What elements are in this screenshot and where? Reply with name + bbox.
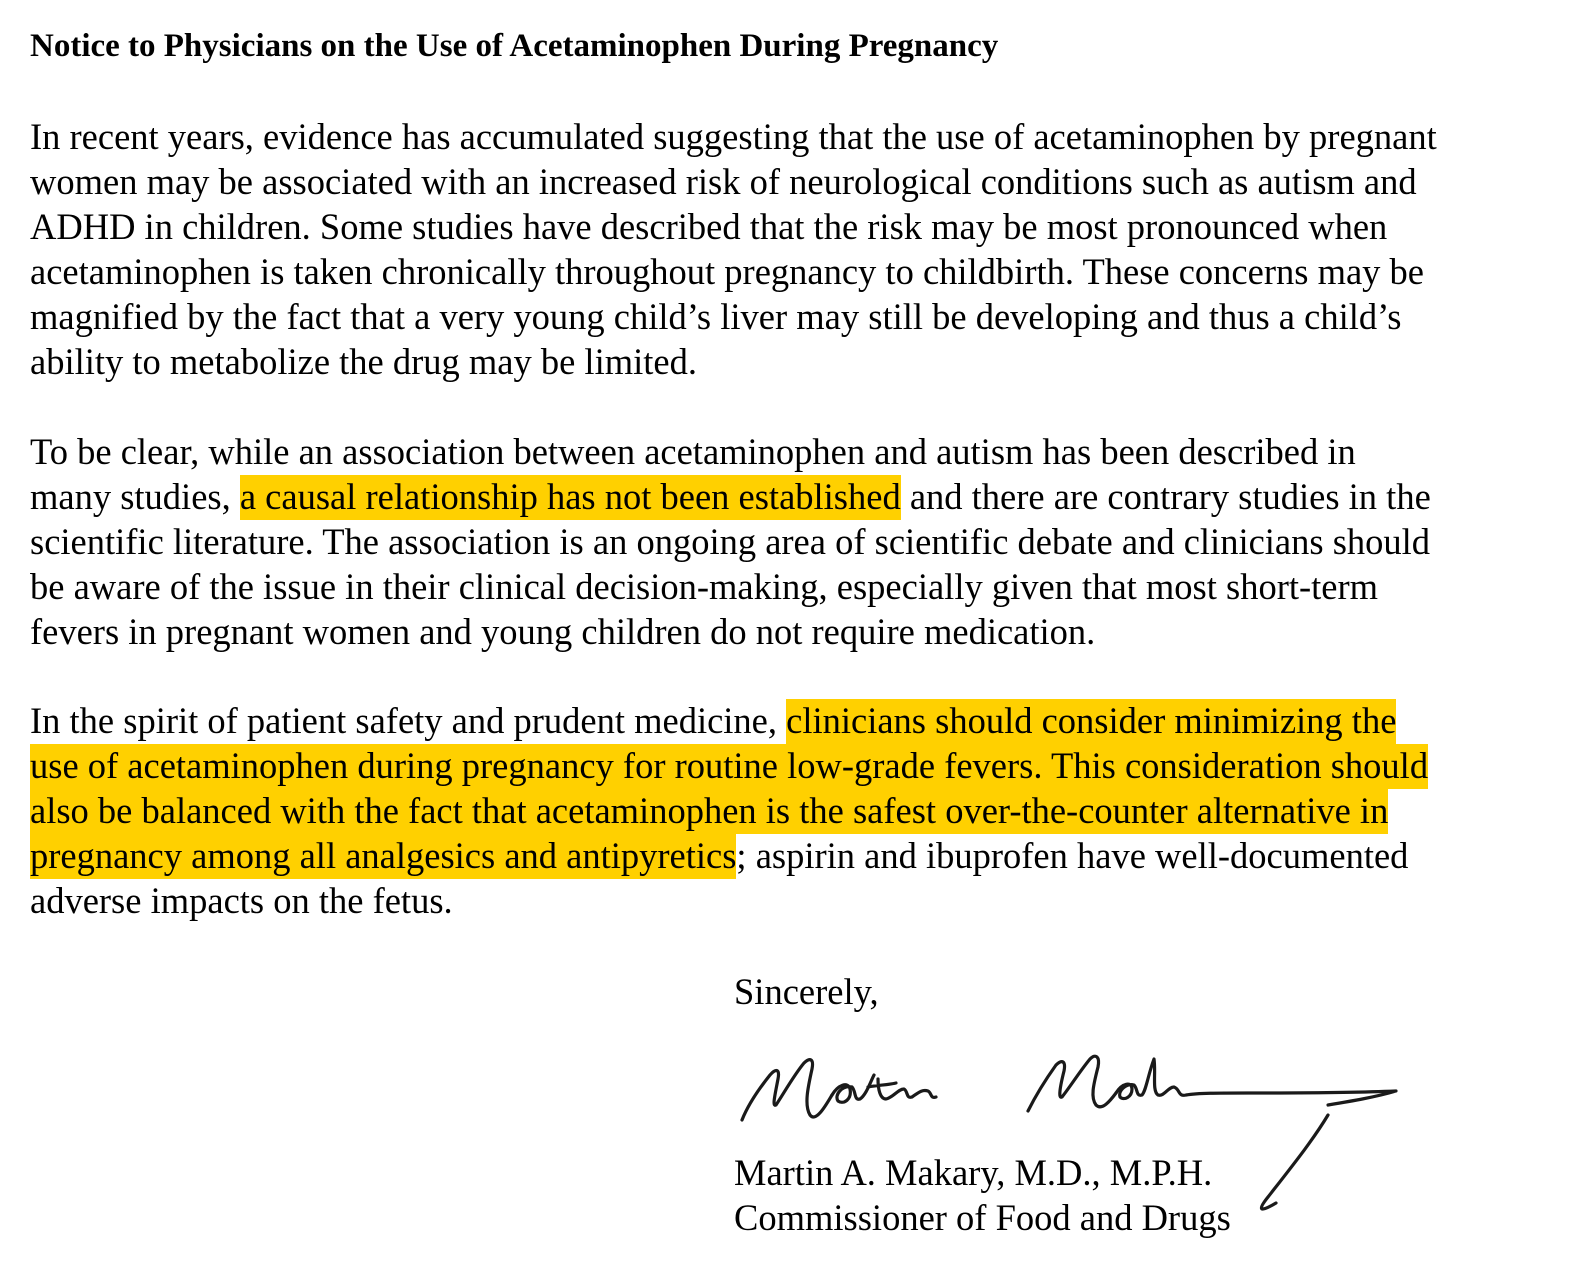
body-text: fevers in pregnant women and young children do not require medication. <box>30 611 1096 652</box>
body-text: adverse impacts on the fetus. <box>30 880 453 921</box>
body-text: To be clear, while an association between acetaminophen and autism has been described in <box>30 431 1356 472</box>
paragraph-line <box>30 788 1560 833</box>
body-text: many studies, <box>30 476 240 517</box>
paragraph-line <box>30 519 1560 564</box>
highlighted-text: also be balanced with the fact that acetaminophen is the safest over-the-counter alternative in <box>30 789 1388 834</box>
body-text: In the spirit of patient safety and prudent medicine, <box>30 700 787 741</box>
body-text: acetaminophen is taken chronically throughout pregnancy to childbirth. These concerns may be <box>30 251 1424 292</box>
paragraph-line <box>30 249 1560 294</box>
body-text: ability to metabolize the drug may be limited. <box>30 341 697 382</box>
body-text: women may be associated with an increased risk of neurological conditions such as autism and <box>30 161 1417 202</box>
paragraph-line <box>30 474 1560 519</box>
body-text: be aware of the issue in their clinical decision-making, especially given that most short-term <box>30 566 1379 607</box>
body-text: In recent years, evidence has accumulated suggesting that the use of acetaminophen by pregnant <box>30 116 1437 157</box>
body-text: and there are contrary studies in the <box>900 476 1431 517</box>
highlighted-text: a causal relationship has not been established <box>240 475 901 520</box>
paragraph-line <box>30 743 1560 788</box>
document-title: Notice to Physicians on the Use of Acetaminophen During Pregnancy <box>30 28 999 64</box>
signer-block <box>734 1150 1231 1240</box>
highlighted-text: clinicians should consider minimizing the <box>786 699 1396 744</box>
paragraph-line <box>30 698 1560 743</box>
highlighted-text: use of acetaminophen during pregnancy for routine low-grade fevers. This consideration should <box>30 744 1428 789</box>
signer-name: Martin A. Makary, M.D., M.P.H. <box>734 1152 1213 1193</box>
highlighted-text: pregnancy among all analgesics and antipyretics <box>30 834 736 879</box>
paragraph-line <box>30 204 1560 249</box>
paragraph-line <box>30 878 1560 923</box>
paragraph-line <box>30 114 1560 159</box>
paragraph-line <box>30 429 1560 474</box>
paragraph-line <box>30 339 1560 384</box>
paragraph-2 <box>30 429 1560 654</box>
paragraph-3 <box>30 698 1560 923</box>
paragraph-line <box>30 609 1560 654</box>
paragraph-line <box>30 294 1560 339</box>
signer-title: Commissioner of Food and Drugs <box>734 1197 1231 1238</box>
body-text: scientific literature. The association is an ongoing area of scientific debate and clinicians should <box>30 521 1431 562</box>
body-text: ADHD in children. Some studies have described that the risk may be most pronounced when <box>30 206 1388 247</box>
body-text: magnified by the fact that a very young child’s liver may still be developing and thus a child’s <box>30 296 1402 337</box>
closing-salutation: Sincerely, <box>734 971 879 1012</box>
paragraph-1 <box>30 114 1560 384</box>
paragraph-line <box>30 564 1560 609</box>
paragraph-line <box>30 159 1560 204</box>
body-text: ; aspirin and ibuprofen have well-documented <box>736 835 1409 876</box>
paragraph-line <box>30 833 1560 878</box>
